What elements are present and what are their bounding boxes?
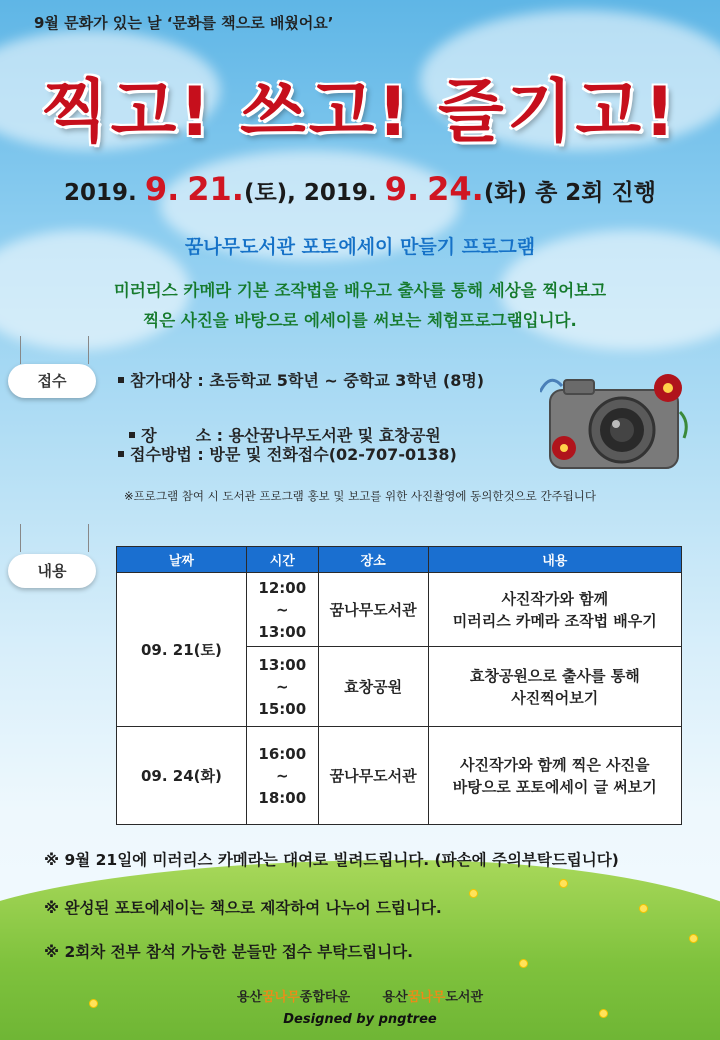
bullet-icon [129, 432, 135, 438]
date-rest-1: (토), 2019. [243, 180, 377, 206]
date-month-2: 9. [384, 170, 420, 208]
program-title: 꿈나무도서관 포토에세이 만들기 프로그램 [184, 236, 536, 258]
date-rest-2: (화) 총 2회 진행 [483, 180, 656, 206]
footer-logos [0, 986, 720, 1005]
page-title: 찍고! 쓰고! 즐기고! [41, 73, 679, 152]
column-header-place: 장소 [318, 547, 428, 573]
designed-by-credit: Designed by pngtree [283, 1012, 437, 1027]
schedule-table [116, 546, 682, 825]
column-header-content: 내용 [428, 547, 681, 573]
flower-icon [520, 960, 527, 967]
column-header-date: 날짜 [117, 547, 247, 573]
hanging-string [20, 524, 21, 552]
bullet-icon [118, 377, 124, 383]
flower-icon [690, 935, 697, 942]
time-cell: 16:00 ~ 18:00 [246, 727, 318, 825]
description-line: 찍은 사진을 바탕으로 에세이를 써보는 체험프로그램입니다. [143, 311, 577, 330]
table-row [117, 727, 682, 825]
registration-item-target: 참가대상 : 초등학교 5학년 ~ 중학교 3학년 (8명) [118, 368, 484, 391]
flower-icon [640, 905, 647, 912]
logo-jonghap-town: 용산꿈나무종합타운 [236, 990, 350, 1005]
hanging-string [88, 336, 89, 364]
notice-attendance: ※ 2회차 전부 참석 가능한 분들만 접수 부탁드립니다. [44, 943, 413, 961]
table-header-row [117, 547, 682, 573]
event-dates [0, 170, 720, 208]
date-month-1: 9. [144, 170, 180, 208]
content-cell: 사진작가와 함께 찍은 사진을 바탕으로 포토에세이 글 써보기 [428, 727, 681, 825]
logo-library: 용산꿈나무도서관 [382, 990, 484, 1005]
place-cell: 꿈나무도서관 [318, 573, 428, 647]
date-cell: 09. 21(토) [117, 573, 247, 727]
registration-tag: 접수 [8, 364, 96, 398]
date-cell: 09. 24(화) [117, 727, 247, 825]
flower-icon [560, 880, 567, 887]
event-subtitle: 9월 문화가 있는 날 ‘문화를 책으로 배웠어요’ [34, 14, 334, 32]
place-cell: 효창공원 [318, 647, 428, 727]
date-day-2: 24. [427, 170, 484, 208]
content-cell: 효창공원으로 출사를 통해 사진찍어보기 [428, 647, 681, 727]
registration-item-place: 장 소 : 용산꿈나무도서관 및 효창공원 [118, 404, 441, 446]
notice-book: ※ 완성된 포토에세이는 책으로 제작하여 나누어 드립니다. [44, 899, 442, 917]
description-line: 미러리스 카메라 기본 조작법을 배우고 출사를 통해 세상을 찍어보고 [113, 281, 607, 300]
photo-consent-note: ※프로그램 참여 시 도서관 프로그램 홍보 및 보고를 위한 사진촬영에 동의한것으로 간주됩니다 [124, 489, 596, 503]
date-year-1: 2019. [64, 180, 137, 206]
column-header-time: 시간 [246, 547, 318, 573]
flower-icon [470, 890, 477, 897]
hanging-string [20, 336, 21, 364]
program-description [0, 276, 720, 336]
date-day-1: 21. [187, 170, 244, 208]
hanging-string [88, 524, 89, 552]
notice-camera-rental: ※ 9월 21일에 미러리스 카메라는 대여로 빌려드립니다. (파손에 주의부탁드립니다) [44, 851, 619, 869]
table-row [117, 573, 682, 647]
content-cell: 사진작가와 함께 미러리스 카메라 조작법 배우기 [428, 573, 681, 647]
camera-icon [540, 362, 690, 474]
time-cell: 13:00 ~ 15:00 [246, 647, 318, 727]
time-cell: 12:00 ~ 13:00 [246, 573, 318, 647]
content-tag: 내용 [8, 554, 96, 588]
registration-item-method: 접수방법 : 방문 및 전화접수(02-707-0138) [118, 442, 457, 465]
place-cell: 꿈나무도서관 [318, 727, 428, 825]
bullet-icon [118, 451, 124, 457]
